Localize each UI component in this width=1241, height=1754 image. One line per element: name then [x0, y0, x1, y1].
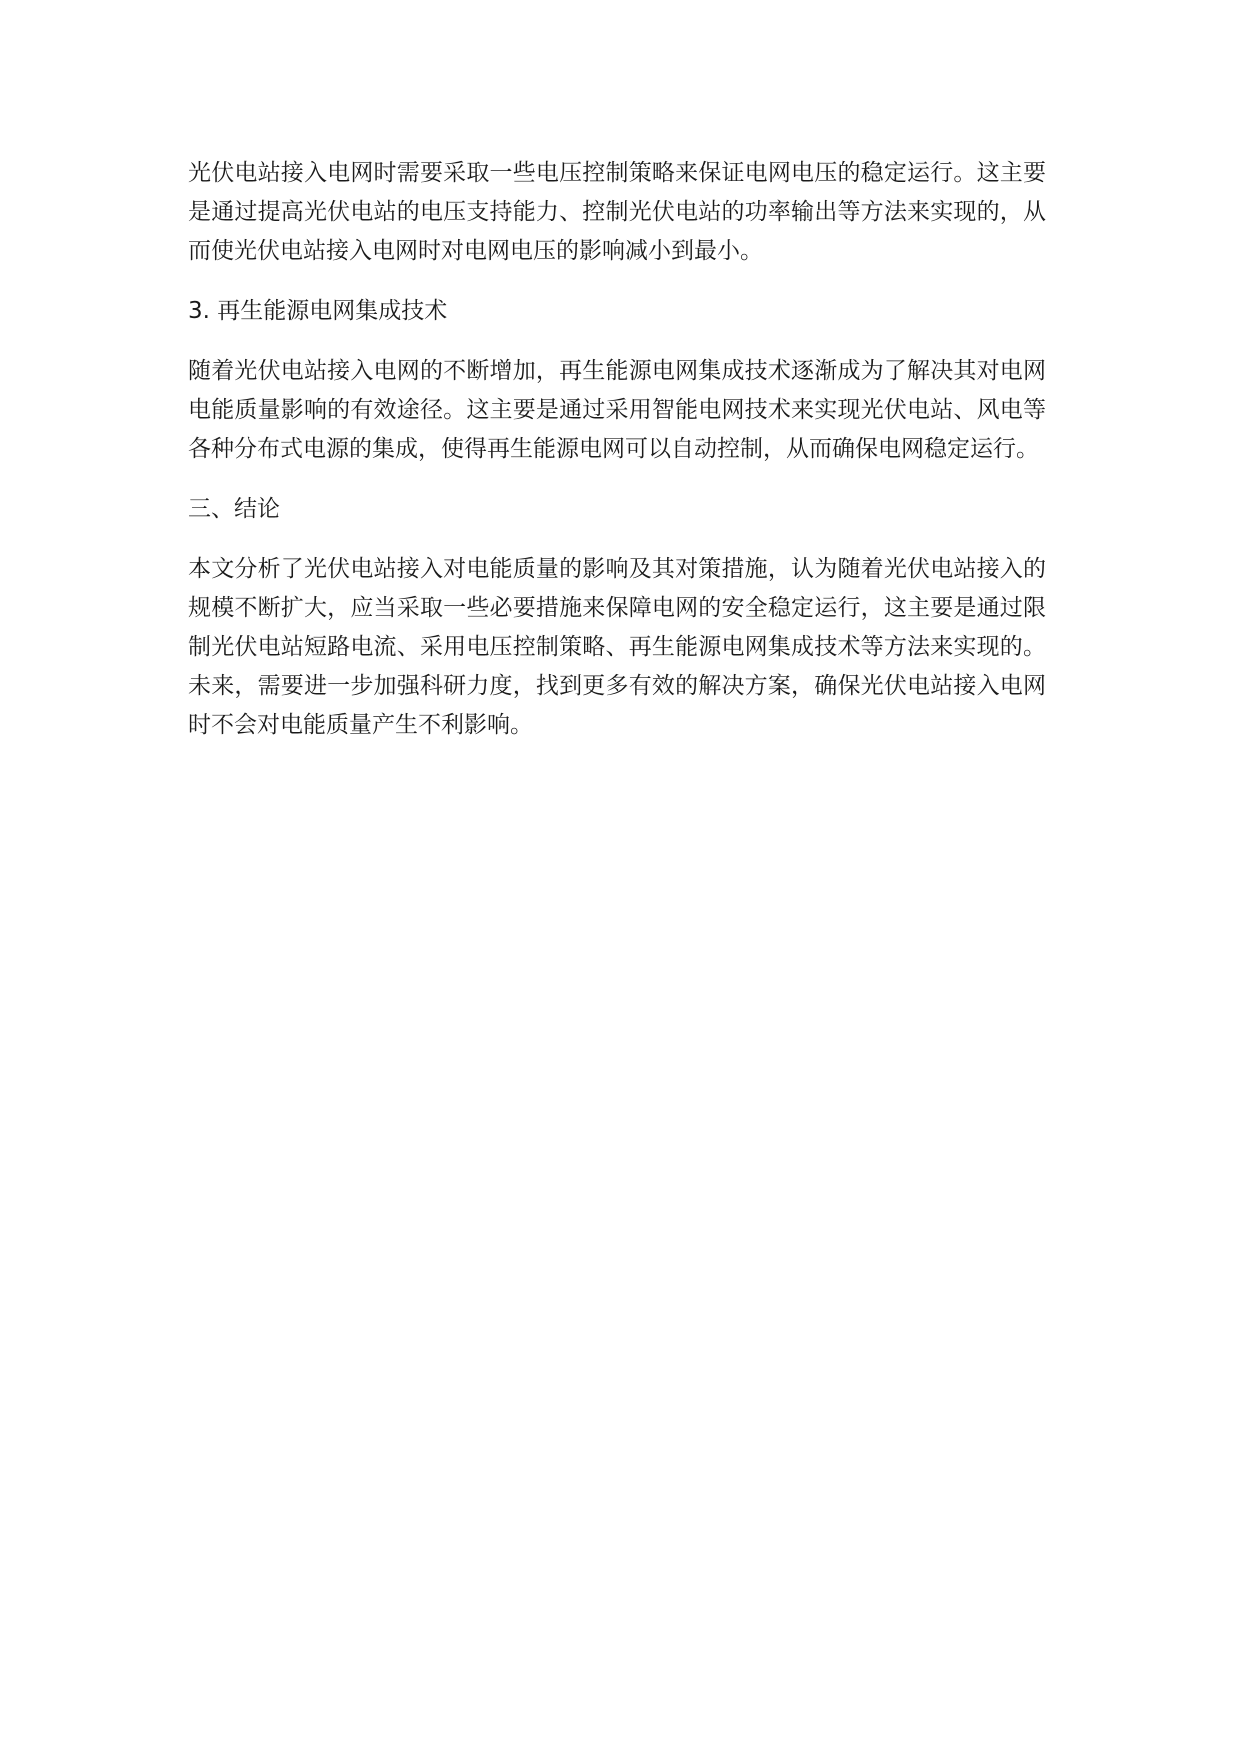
- paragraph-grid-integration: 随着光伏电站接入电网的不断增加，再生能源电网集成技术逐渐成为了解决其对电网电能质量影响的有效途径。这主要是通过采用智能电网技术来实现光伏电站、风电等各种分布式电源的集成，使得再生能源电网可以自动控制，从而确保电网稳定运行。: [188, 358, 1046, 462]
- paragraph-voltage-control: 光伏电站接入电网时需要采取一些电压控制策略来保证电网电压的稳定运行。这主要是通过提高光伏电站的电压支持能力、控制光伏电站的功率输出等方法来实现的，从而使光伏电站接入电网时对电网电压的影响减小到最小。: [188, 160, 1046, 264]
- section-heading-conclusion: 三、结论: [188, 496, 280, 522]
- paragraph-conclusion: 本文分析了光伏电站接入对电能质量的影响及其对策措施，认为随着光伏电站接入的规模不断扩大，应当采取一些必要措施来保障电网的安全稳定运行，这主要是通过限制光伏电站短路电流、采用电压控制策略、再生能源电网集成技术等方法来实现的。未来，需要进一步加强科研力度，找到更多有效的解决方案，确保光伏电站接入电网时不会对电能质量产生不利影响。: [188, 556, 1046, 738]
- document-body: [188, 154, 1046, 766]
- section-heading-grid-integration: 3. 再生能源电网集成技术: [188, 298, 448, 324]
